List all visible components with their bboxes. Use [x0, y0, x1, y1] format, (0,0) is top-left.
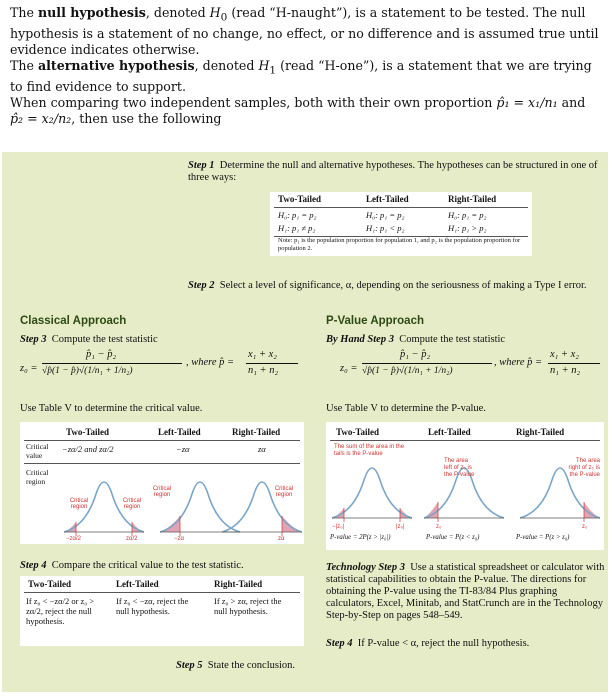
pvalue-heading: P-Value Approach — [326, 315, 424, 327]
tick-two-right: zα/2 — [126, 536, 138, 542]
pv-annotation-two: The sum of the area in the tails is the P-value — [334, 444, 405, 457]
divider — [274, 207, 528, 208]
h1-right: H₁: p₁ > p₂ — [448, 223, 487, 233]
alt-term: alternative hypothesis — [37, 58, 195, 74]
step2: Step 2 Select a level of significance, α, depending on the seriousness of making a Type I error. — [188, 280, 587, 291]
classical-formula: z₀ = p̂₁ − p̂₂ √p̂(1 − p̂)√(1/n₁ + 1/n₂) , where p̂ = x₁ + x₂ n₁ + n₂ — [20, 349, 302, 395]
hyp-header-left: Left-Tailed — [366, 194, 409, 204]
pv-tick-two-left: −|z₀| — [332, 524, 345, 530]
dec-left: If z₀ < −zα, reject the null hypothesis. — [116, 596, 189, 616]
pv-header-two: Two-Tailed — [336, 427, 380, 437]
dec-header-two: Two-Tailed — [28, 579, 72, 589]
region-row-label: Critical region — [26, 468, 49, 486]
classical-table-v: Use Table V to determine the critical value. — [20, 403, 203, 414]
pv-two-tailed-curve — [332, 468, 412, 522]
pvalue-table-v: Use Table V to determine the P-value. — [326, 403, 486, 414]
two-tailed-region-left-label: Critical region — [69, 498, 89, 510]
decision-table — [20, 576, 304, 646]
pv-header-left: Left-Tailed — [428, 427, 471, 437]
pv-tick-left: z₀ — [436, 524, 442, 530]
pv-formula-right: P-value = P(z > z₀) — [516, 534, 570, 541]
h0-two: H₀: p₁ = p₂ — [278, 210, 317, 220]
step1: Step 1 Determine the null and alternative hypotheses. The hypotheses can be structured in one of three ways: — [188, 160, 598, 183]
cv-header-left: Left-Tailed — [158, 427, 201, 437]
classical-step3: Step 3 Compute the test statistic — [20, 334, 158, 345]
h0-left: H₀: p₁ = p₂ — [366, 210, 405, 220]
cv-header-right: Right-Tailed — [232, 427, 281, 437]
h1-left: H₁: p₁ < p₂ — [366, 223, 405, 233]
hyp-header-two: Two-Tailed — [278, 194, 322, 204]
dec-header-right: Right-Tailed — [214, 579, 263, 589]
pvalue-formula: z₀ = p̂₁ − p̂₂ √p̂(1 − p̂)√(1/n₁ + 1/n₂) , where p̂ = x₁ + x₂ n₁ + n₂ — [340, 349, 604, 395]
intro-text — [10, 5, 602, 127]
dec-right: If z₀ > zα, reject the null hypothesis. — [214, 596, 282, 616]
critical-region-curves — [20, 464, 304, 544]
alternative-hypothesis-definition: The alternative hypothesis, denoted $H_1$ (read “H-one”), is a statement that we are trying to find evidence to support. — [10, 58, 592, 94]
tick-left: −zα — [174, 536, 184, 542]
pv-annotation-right: The area right of z₀ is the P-value — [568, 458, 600, 478]
cv-header-two: Two-Tailed — [66, 427, 110, 437]
cv-left: −zα — [176, 444, 190, 454]
step5: Step 5 State the conclusion. — [176, 660, 295, 671]
tick-right: zα — [278, 536, 285, 542]
critical-value-table — [20, 422, 304, 544]
h1-two: H₁: p₁ ≠ p₂ — [278, 223, 316, 233]
null-hypothesis-definition: The null hypothesis, denoted $H_0$ (read “H-naught”), is a statement to be tested. The null hypothesis is a statement of no change, no effect, or no difference and is assumed true until evidence indicates otherwise. — [10, 5, 599, 57]
divider — [24, 440, 300, 441]
pvalue-step3: By Hand Step 3 Compute the test statistic — [326, 334, 506, 345]
cv-two: −zα/2 and zα/2 — [62, 444, 114, 454]
comparison-sentence: When comparing two independent samples, both with their own proportion p̂₁ = x₁/n₁ and p̂₂ = x₂/n₂, then use the following — [10, 95, 586, 127]
h0-right: H₀: p₁ = p₂ — [448, 210, 487, 220]
pvalue-table — [326, 422, 604, 550]
dec-two: If z₀ < −zα/2 or z₀ > zα/2, reject the null hypothesis. — [26, 596, 95, 626]
null-term: null hypothesis — [37, 5, 146, 20]
hyp-header-right: Right-Tailed — [448, 194, 497, 204]
pv-tick-right: z₀ — [582, 524, 588, 530]
procedure-panel — [2, 152, 608, 692]
cv-right: zα — [258, 444, 266, 454]
classical-step4: Step 4 Compare the critical value to the test statistic. — [20, 560, 244, 571]
divider — [24, 592, 300, 593]
pv-formula-two: P-value = 2P(z > |z₀|) — [330, 534, 391, 541]
dec-header-left: Left-Tailed — [116, 579, 159, 589]
pvalue-step4: Step 4 If P-value < α, reject the null hypothesis. — [326, 638, 530, 649]
technology-step3: Technology Step 3 Use a statistical spreadsheet or calculator with statistical capabilities to obtain the P-value. The directions for obtaining the P-value using the TI-83/84 Plus graphing calculators, Excel, Minitab, and StatCrunch are in the Technology Step-by-Step on pages 548–549. — [326, 562, 605, 621]
pv-header-right: Right-Tailed — [516, 427, 565, 437]
tick-two-left: −zα/2 — [66, 536, 81, 542]
cv-row-label: Critical value — [26, 442, 49, 460]
two-tailed-region-right-label: Critical region — [122, 498, 142, 510]
left-tailed-region-label: Critical region — [152, 486, 172, 498]
hypotheses-table — [270, 192, 532, 256]
classical-heading: Classical Approach — [20, 315, 127, 327]
pv-tick-two-right: |z₀| — [396, 524, 405, 530]
pv-formula-left: P-value = P(z < z₀) — [426, 534, 480, 541]
pv-annotation-left: The area left of z₀ is the P-value — [444, 458, 475, 478]
right-tailed-region-label: Critical region — [274, 486, 294, 498]
hyp-note: Note: p₁ is the population proportion for population 1, and p₂ is the population proportion for population 2. — [278, 237, 521, 252]
